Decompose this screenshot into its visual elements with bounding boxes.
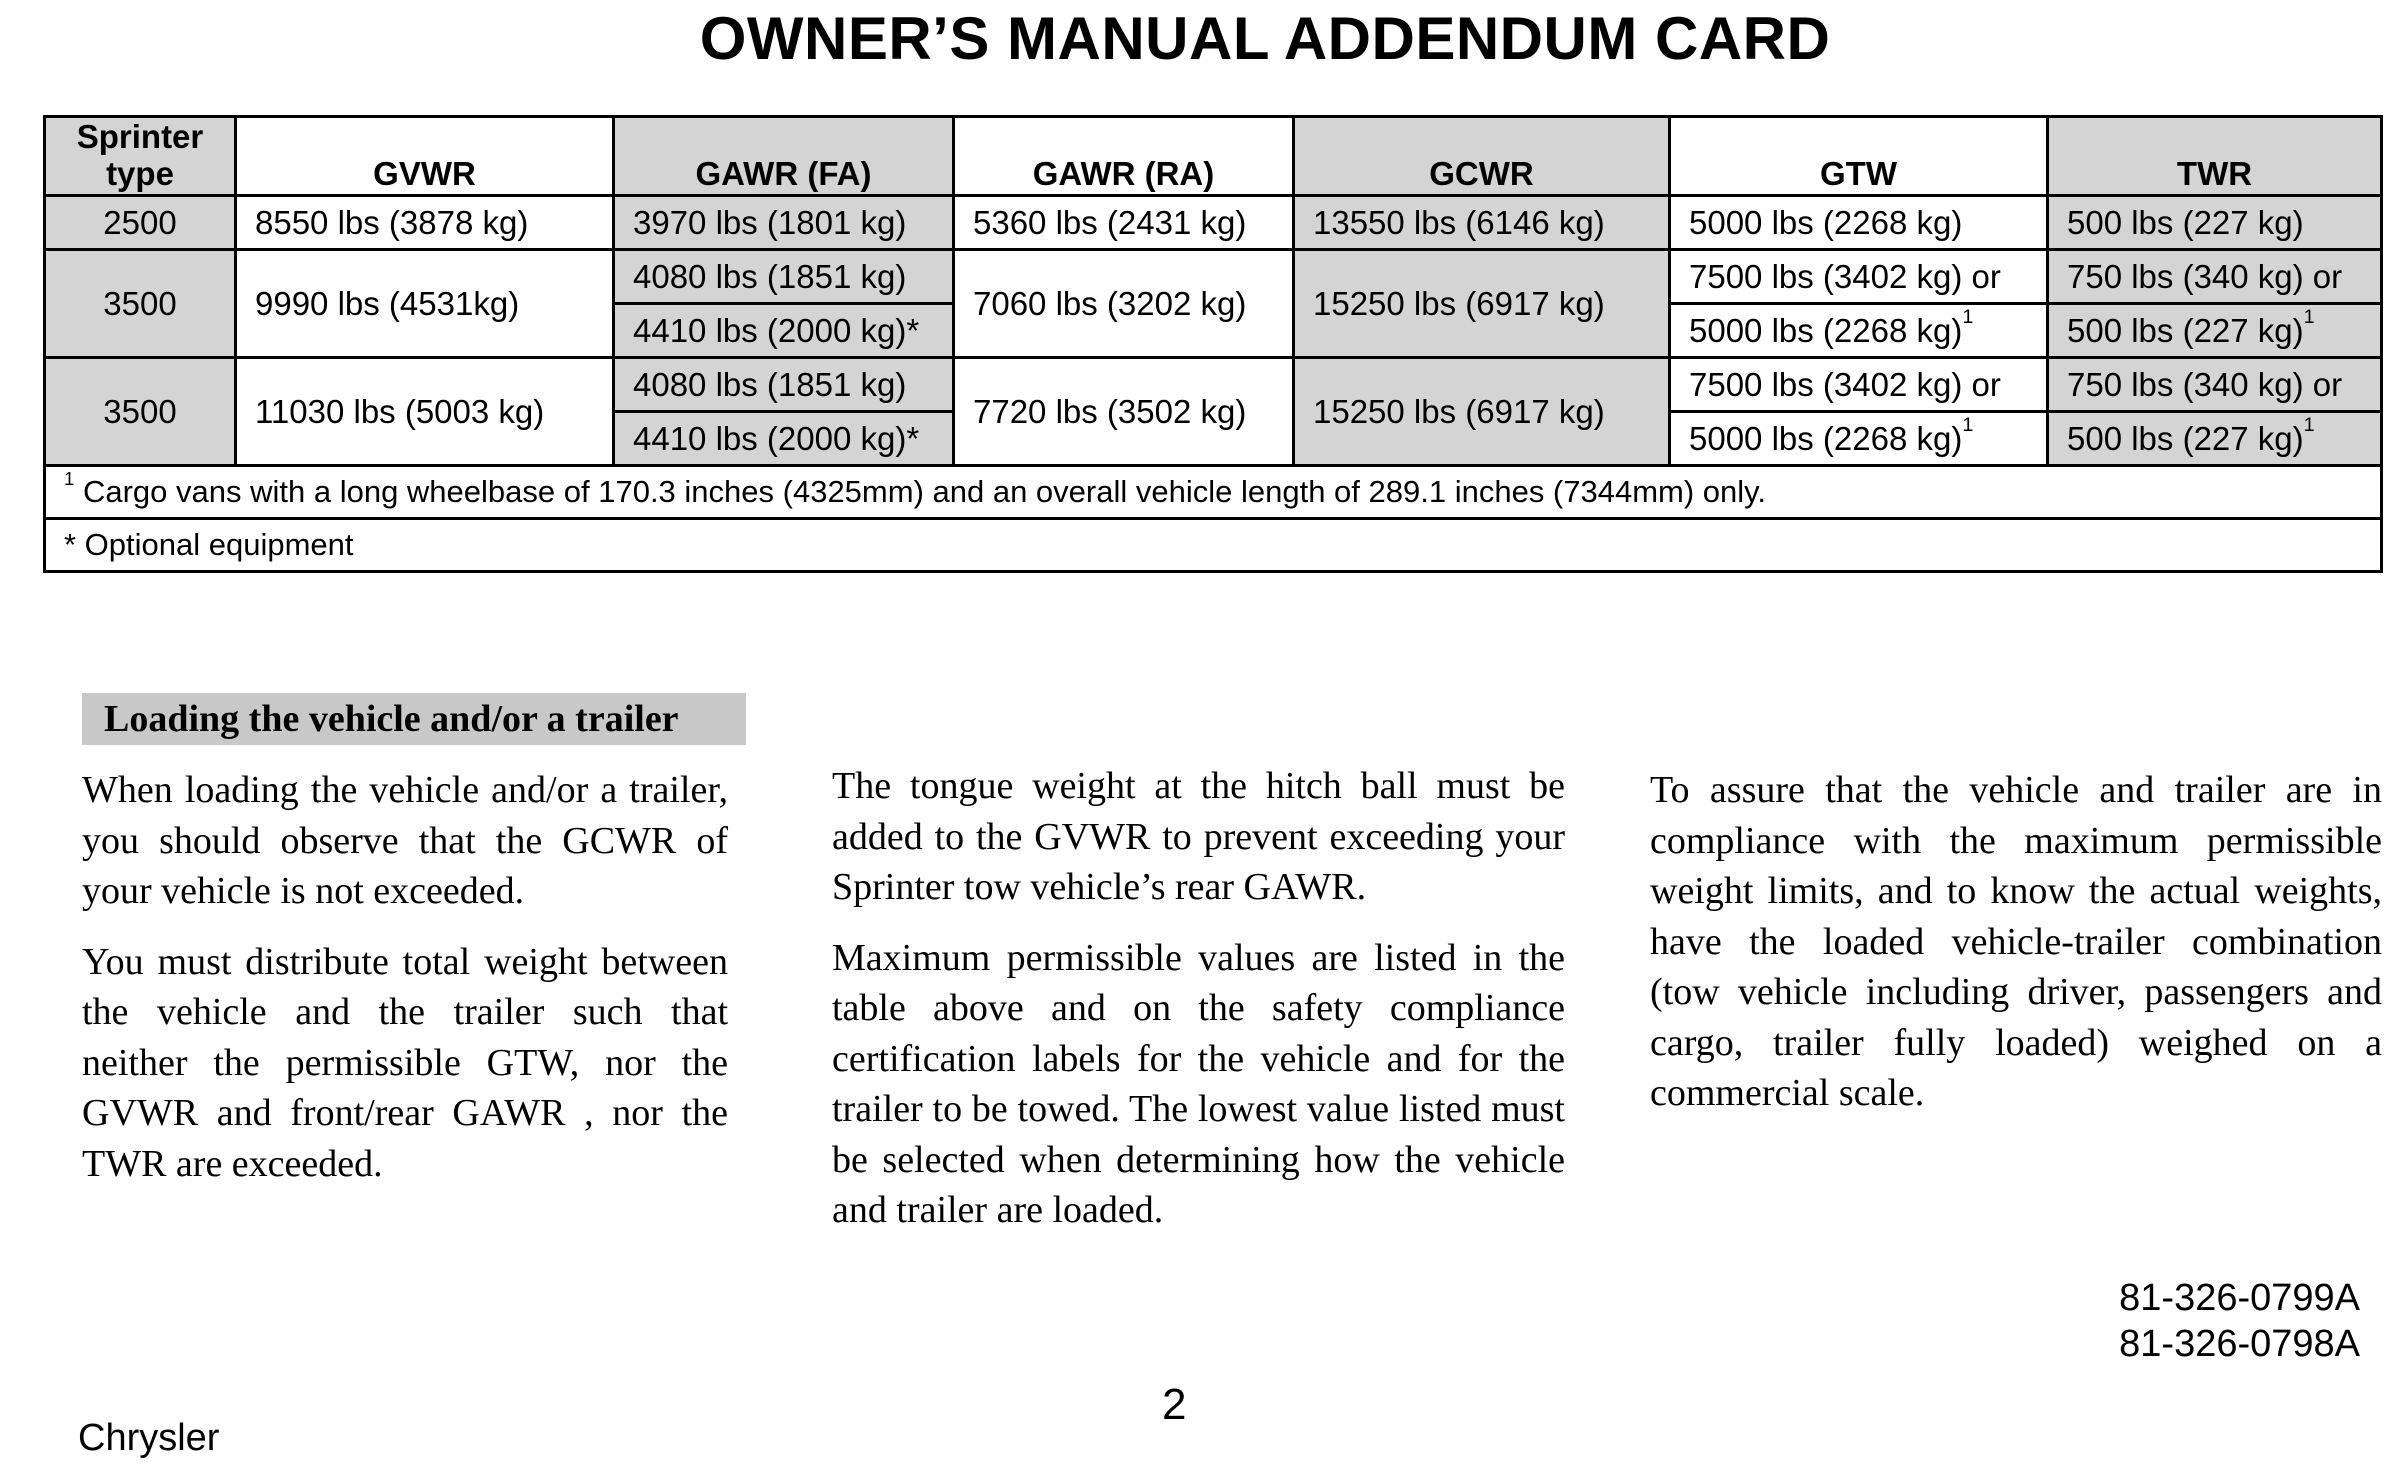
paragraph: You must distribute total weight between the vehicle and the trailer such that neither the permissible GTW, nor the GVWR and front/rear GAWR , nor the TWR are exceeded.: [82, 940, 728, 1185]
cell-type: 2500: [45, 196, 236, 250]
cell-gcwr: 13550 lbs (6146 kg): [1294, 196, 1670, 250]
cell-gtw-value: 5000 lbs (2268 kg): [1689, 419, 1963, 457]
cell-gawr-fa: 4410 lbs (2000 kg)*: [614, 412, 954, 466]
cell-twr: [2048, 304, 2382, 358]
cell-twr-value: 500 lbs (227 kg): [2067, 311, 2304, 349]
optional-note-row: [45, 519, 2382, 572]
cell-twr: 500 lbs (227 kg): [2048, 196, 2382, 250]
table-row: [45, 250, 2382, 304]
cell-gvwr: 8550 lbs (3878 kg): [236, 196, 614, 250]
footnote-ref: 1: [2303, 413, 2315, 436]
cell-gtw: 7500 lbs (3402 kg) or: [1670, 250, 2048, 304]
cell-gawr-fa: 4410 lbs (2000 kg)*: [614, 304, 954, 358]
paragraph: To assure that the vehicle and trailer are in compliance with the maximum permissible weight limits, and to know the actual weights, have the loaded vehicle-trailer combination (tow vehicle including driver, passengers and cargo, trailer fully loaded) weighed on a commercial scale.: [1650, 769, 2382, 1114]
header-twr: TWR: [2048, 117, 2382, 196]
page-title: OWNER’S MANUAL ADDENDUM CARD: [699, 5, 1831, 72]
brand-name: Chrysler: [78, 1417, 220, 1459]
paragraph: When loading the vehicle and/or a trailer, you should observe that the GCWR of your vehicle is not exceeded.: [82, 769, 728, 912]
cell-gtw: 7500 lbs (3402 kg) or: [1670, 358, 2048, 412]
cell-twr-value: 500 lbs (227 kg): [2067, 419, 2304, 457]
optional-note: * Optional equipment: [45, 519, 2382, 572]
part-number: 81-326-0798A: [2119, 1323, 2360, 1365]
cell-gawr-ra: 7720 lbs (3502 kg): [954, 358, 1294, 466]
paragraph: Maximum permissible values are listed in the table above and on the safety compliance certification labels for the vehicle and for the trailer to be towed. The lowest value listed must be selected when determining how the vehicle and trailer are loaded.: [832, 936, 1565, 1231]
cell-gtw: [1670, 304, 2048, 358]
header-gawr-ra: GAWR (RA): [954, 117, 1294, 196]
paragraph: The tongue weight at the hitch ball must be added to the GVWR to prevent exceeding your Sprinter tow vehicle’s rear GAWR.: [832, 765, 1565, 908]
footnote-row: [45, 466, 2382, 519]
header-gawr-fa: GAWR (FA): [614, 117, 954, 196]
header-sprinter-type: Sprinter type: [45, 117, 236, 196]
cell-gcwr: 15250 lbs (6917 kg): [1294, 358, 1670, 466]
page-number: 2: [1162, 1380, 1187, 1429]
footnote-cell: [45, 466, 2382, 519]
text-column-2: [832, 761, 1565, 1256]
cell-gawr-fa: 4080 lbs (1851 kg): [614, 358, 954, 412]
footnote-ref: 1: [2303, 305, 2315, 328]
cell-gtw: 5000 lbs (2268 kg): [1670, 196, 2048, 250]
header-gcwr: GCWR: [1294, 117, 1670, 196]
cell-gawr-ra: 7060 lbs (3202 kg): [954, 250, 1294, 358]
text-column-3: [1650, 765, 2382, 1139]
footnote-ref: 1: [1962, 413, 1974, 436]
cell-gvwr: 11030 lbs (5003 kg): [236, 358, 614, 466]
cell-gawr-fa: 4080 lbs (1851 kg): [614, 250, 954, 304]
part-numbers: [2040, 1275, 2360, 1367]
footnote-ref: 1: [1962, 305, 1974, 328]
table-row: [45, 358, 2382, 412]
table-row: [45, 196, 2382, 250]
cell-gtw: [1670, 412, 2048, 466]
section-heading: Loading the vehicle and/or a trailer: [82, 693, 746, 745]
footnote-marker: 1: [64, 468, 75, 489]
cell-twr: 750 lbs (340 kg) or: [2048, 250, 2382, 304]
footnote-text: Cargo vans with a long wheelbase of 170.3 inches (4325mm) and an overall vehicle length of 289.1 inches (7344mm) only.: [82, 474, 1766, 509]
cell-gawr-ra: 5360 lbs (2431 kg): [954, 196, 1294, 250]
cell-gcwr: 15250 lbs (6917 kg): [1294, 250, 1670, 358]
weight-ratings-table: [43, 115, 2383, 573]
table-header-row: [45, 117, 2382, 196]
cell-twr: 750 lbs (340 kg) or: [2048, 358, 2382, 412]
header-gvwr: GVWR: [236, 117, 614, 196]
header-gtw: GTW: [1670, 117, 2048, 196]
cell-type: 3500: [45, 358, 236, 466]
text-column-1: [82, 765, 728, 1209]
cell-gtw-value: 5000 lbs (2268 kg): [1689, 311, 1963, 349]
cell-gvwr: 9990 lbs (4531kg): [236, 250, 614, 358]
cell-twr: [2048, 412, 2382, 466]
cell-gawr-fa: 3970 lbs (1801 kg): [614, 196, 954, 250]
cell-type: 3500: [45, 250, 236, 358]
part-number: 81-326-0799A: [2119, 1277, 2360, 1319]
